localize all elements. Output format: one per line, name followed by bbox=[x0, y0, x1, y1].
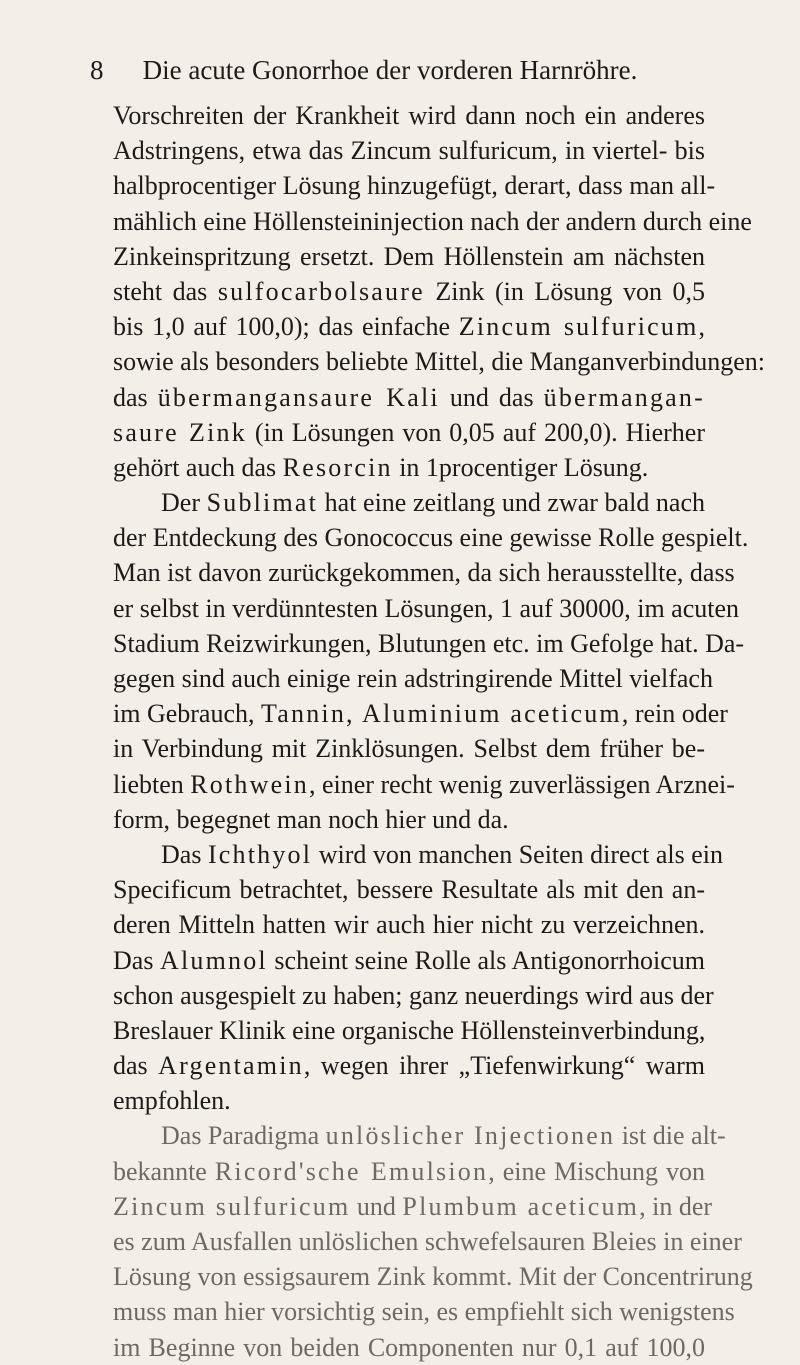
spaced-term: sulfocarbolsaure bbox=[217, 276, 425, 306]
text-line: Zinkeinspritzung ersetzt. Dem Höllenstein am nächsten bbox=[113, 241, 705, 271]
text-line: das übermangansaure Kali und das übermangan- bbox=[113, 382, 705, 412]
text-line: er selbst in verdünntesten Lösungen, 1 auf 30000, im acuten bbox=[113, 593, 740, 623]
text-line: bekannte Ricord'sche Emulsion, eine Mischung von bbox=[113, 1156, 706, 1186]
text-line: Vorschreiten der Krankheit wird dann noch ein anderes bbox=[113, 101, 705, 130]
page-header bbox=[90, 55, 690, 95]
text-line: Stadium Reizwirkungen, Blutungen etc. im Gefolge hat. Da- bbox=[113, 628, 745, 658]
spaced-term: Zincum sulfuricum bbox=[458, 312, 699, 342]
text-line: empfohlen. bbox=[113, 1086, 231, 1116]
text-line: sowie als besonders beliebte Mittel, die Manganverbindungen: bbox=[113, 347, 766, 377]
spaced-term: Tannin, Aluminium aceticum bbox=[261, 699, 622, 729]
text-line: der Entdeckung des Gonococcus eine gewisse Rolle gespielt. bbox=[113, 523, 749, 553]
spaced-term: Sublimat bbox=[206, 488, 319, 518]
spaced-term: Rothwein bbox=[190, 769, 309, 799]
text-line: in Verbindung mit Zinklösungen. Selbst dem früher be- bbox=[113, 734, 705, 764]
spaced-term: Plumbum aceticum bbox=[402, 1191, 640, 1221]
page-number: 8 bbox=[90, 55, 104, 85]
text-line: das Argentamin, wegen ihrer „Tiefenwirkung“ warm bbox=[113, 1051, 705, 1081]
text-line: Lösung von essigsaurem Zink kommt. Mit der Concentrirung bbox=[113, 1262, 753, 1292]
text-line: Specificum betrachtet, bessere Resultate als mit den an- bbox=[113, 875, 705, 905]
text-line: Adstringens, etwa das Zincum sulfuricum, in viertel- bis bbox=[113, 136, 705, 166]
text-line: schon ausgespielt zu haben; ganz neuerdings wird aus der bbox=[113, 980, 714, 1010]
text-line: deren Mitteln hatten wir auch hier nicht zu verzeichnen. bbox=[113, 910, 705, 940]
spaced-term: Resorcin bbox=[282, 452, 393, 482]
spaced-term: übermangan- bbox=[543, 382, 705, 412]
text-line: Man ist davon zurückgekommen, da sich herausstellte, dass bbox=[113, 558, 735, 588]
text-line: Breslauer Klinik eine organische Höllensteinverbindung, bbox=[113, 1015, 706, 1045]
text-line: mählich eine Höllensteininjection nach der andern durch eine bbox=[113, 206, 752, 236]
text-line: Das Alumnol scheint seine Rolle als Antigonorrhoicum bbox=[113, 945, 706, 975]
body-text bbox=[113, 98, 766, 1365]
spaced-term: unlöslicher Injectionen bbox=[325, 1121, 616, 1151]
spaced-term: übermangansaure Kali bbox=[157, 382, 440, 412]
spaced-term: Argentamin bbox=[158, 1051, 304, 1081]
text-line: Das Ichthyol wird von manchen Seiten direct als ein bbox=[161, 839, 724, 869]
spaced-term: saure Zink bbox=[113, 417, 247, 447]
running-title: Die acute Gonorrhoe der vorderen Harnröhre. bbox=[142, 55, 638, 85]
text-line: gehört auch das Resorcin in 1procentiger Lösung. bbox=[113, 452, 649, 482]
text-line: gegen sind auch einige rein adstringirende Mittel vielfach bbox=[113, 664, 713, 693]
text-line: bis 1,0 auf 100,0); das einfache Zincum sulfuricum, bbox=[113, 312, 705, 342]
text-line: muss man hier vorsichtig sein, es empfiehlt sich wenigstens bbox=[113, 1297, 735, 1327]
text-line: im Gebrauch, Tannin, Aluminium aceticum, rein oder bbox=[113, 699, 728, 729]
text-line: Zincum sulfuricum und Plumbum aceticum, in der bbox=[113, 1191, 713, 1221]
text-line: steht das sulfocarbolsaure Zink (in Lösung von 0,5 bbox=[113, 276, 705, 306]
text-line: Das Paradigma unlöslicher Injectionen ist die alt- bbox=[161, 1121, 726, 1151]
spaced-term: Ricord'sche Emulsion bbox=[214, 1156, 489, 1186]
spaced-term: Ichthyol bbox=[207, 839, 313, 869]
text-line: form, begegnet man noch hier und da. bbox=[113, 804, 509, 834]
text-line: liebten Rothwein, einer recht wenig zuverlässigen Arznei- bbox=[113, 769, 735, 799]
spaced-term: Zincum sulfuricum bbox=[113, 1191, 351, 1221]
text-line: saure Zink (in Lösungen von 0,05 auf 200,0). Hierher bbox=[113, 417, 705, 447]
text-line: im Beginne von beiden Componenten nur 0,1 auf 100,0 bbox=[113, 1332, 705, 1362]
text-line: halbprocentiger Lösung hinzugefügt, derart, dass man all- bbox=[113, 171, 716, 201]
text-line: es zum Ausfallen unlöslichen schwefelsauren Bleies in einer bbox=[113, 1227, 742, 1256]
spaced-term: Alumnol bbox=[160, 945, 268, 975]
text-line: Der Sublimat hat eine zeitlang und zwar bald nach bbox=[161, 488, 705, 518]
